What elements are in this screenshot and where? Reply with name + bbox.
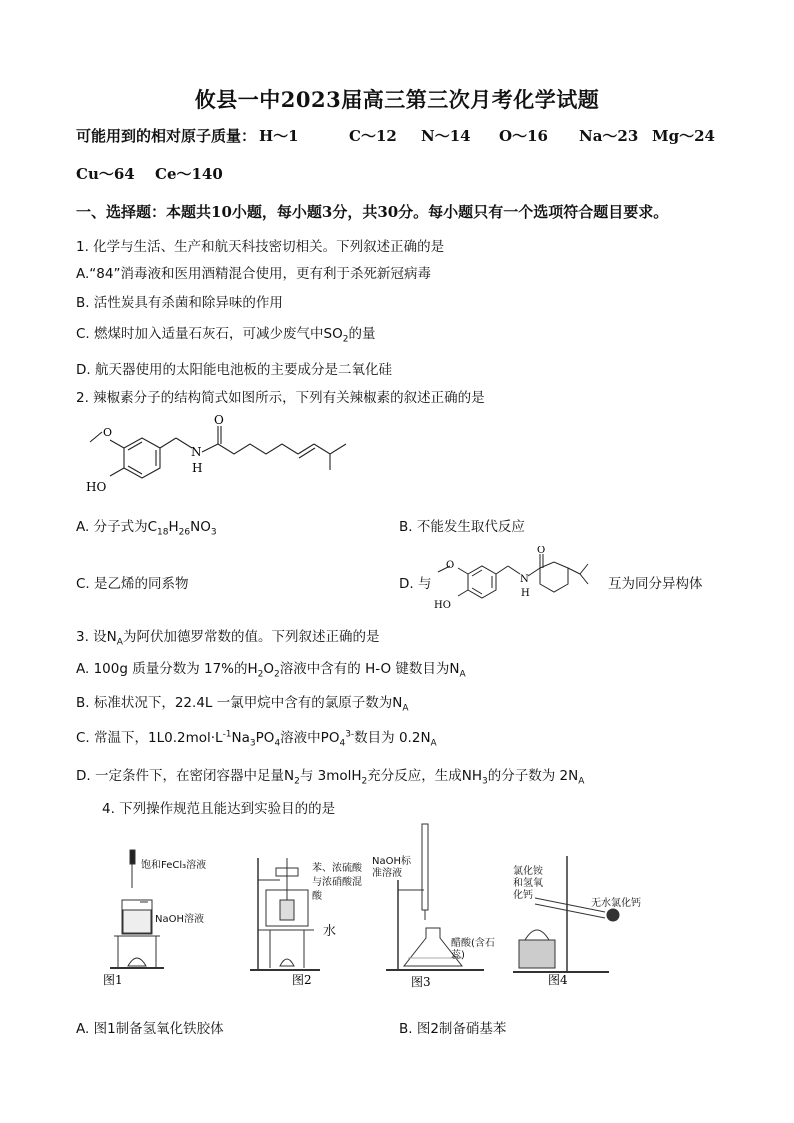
figure-3-caption: 图3 — [411, 975, 431, 989]
mass-h: H～1 — [259, 127, 299, 145]
mass-c: C～12 — [349, 127, 397, 145]
figure-1-caption: 图1 — [103, 973, 123, 987]
q4-option-a: A. 图1制备氢氧化铁胶体 — [76, 1021, 224, 1037]
fig1-solution-label: NaOH溶液 — [155, 914, 204, 925]
q2-stem: 2. 辣椒素分子的结构简式如图所示，下列有关辣椒素的叙述正确的是 — [76, 390, 485, 406]
mass-n: N～14 — [421, 127, 471, 145]
fig2-reagent-label: 苯、浓硫酸与浓硝酸混酸 — [312, 863, 362, 902]
struct-n: N — [191, 445, 202, 459]
section-heading: 一、选择题：本题共10小题，每小题3分，共30分。每小题只有一个选项符合题目要求。 — [76, 203, 669, 221]
q1-stem: 1. 化学与生活、生产和航天科技密切相关。下列叙述正确的是 — [76, 239, 445, 255]
figure-2-caption: 图2 — [292, 973, 312, 987]
isomer-oh: HO — [434, 600, 451, 611]
q3-option-b: B. 标准状况下，22.4L 一氯甲烷中含有的氯原子数为$N_A$ — [76, 695, 409, 714]
q1-option-b: B. 活性炭具有杀菌和除异味的作用 — [76, 295, 283, 311]
q2-option-c: C. 是乙烯的同系物 — [76, 576, 189, 592]
struct-h: H — [192, 461, 203, 475]
q4-stem: 4. 下列操作规范且能达到实验目的的是 — [102, 801, 336, 817]
isomer-o-methoxy: O — [446, 560, 455, 571]
q3-option-c: C. 常温下，$1L0.2mol\cdot L^{-1}Na_3PO_4$溶液中$PO_4^{3-}$数目为 $0.2N_A$ — [76, 729, 437, 749]
isomer-n: N — [520, 574, 529, 585]
struct-o-methoxy: O — [103, 426, 113, 439]
mass-na: Na～23 — [579, 127, 639, 145]
q2-option-d-prefix: D. 与 — [399, 576, 432, 592]
struct-oh: HO — [86, 480, 107, 494]
q1-option-d: D. 航天器使用的太阳能电池板的主要成分是二氧化硅 — [76, 362, 392, 378]
page-title: 攸县一中2023届高三第三次月考化学试题 — [194, 87, 600, 112]
fig3-analyte-label: 醋酸(含石蕊) — [451, 938, 495, 961]
fig1-reagent-label: 饱和FeCl₃溶液 — [141, 860, 207, 871]
q1-option-c: C. 燃煤时加入适量石灰石，可减少废气中$SO_2$的量 — [76, 326, 376, 345]
q2-option-b: B. 不能发生取代反应 — [399, 519, 525, 535]
figure-4-caption: 图4 — [548, 973, 568, 987]
fig2-water-label: 水 — [323, 924, 337, 939]
isomer-structure — [432, 546, 612, 614]
mass-ce: Ce～140 — [155, 165, 223, 183]
q3-option-d: D. 一定条件下，在密闭容器中足量$N_2$与 3molH$_2$充分反应，生成$NH_3$的分子数为 $2N_A$ — [76, 768, 585, 787]
figure-3-apparatus — [380, 820, 500, 990]
q4-option-b: B. 图2制备硝基苯 — [399, 1021, 507, 1037]
fig4-reagents-label: 氯化铵和氢氧化钙 — [513, 866, 543, 901]
q3-option-a: A. 100g 质量分数为 17%的$H_2O_2$溶液中含有的 H-O 键数目为$N_A$ — [76, 661, 466, 680]
isomer-o-carbonyl: O — [537, 546, 546, 556]
fig3-titrant-label: NaOH标准溶液 — [372, 856, 411, 879]
q1-option-a: A.“84”消毒液和医用酒精混合使用，更有利于杀死新冠病毒 — [76, 266, 431, 282]
masses-label: 可能用到的相对原子质量： — [76, 127, 257, 145]
q3-stem: 3. 设$N_A$为阿伏加德罗常数的值。下列叙述正确的是 — [76, 629, 380, 648]
fig4-dryer-label: 无水氯化钙 — [591, 898, 641, 909]
mass-cu: Cu～64 — [76, 165, 135, 183]
q2-option-d-suffix: 互为同分异构体 — [608, 576, 703, 592]
mass-o: O～16 — [499, 127, 548, 145]
isomer-h: H — [521, 588, 530, 599]
struct-o-carbonyl: O — [214, 413, 224, 427]
capsaicin-structure — [76, 412, 376, 504]
q2-option-a: A. 分子式为$C_{18}H_{26}NO_3$ — [76, 519, 217, 538]
mass-mg: Mg～24 — [652, 127, 715, 145]
